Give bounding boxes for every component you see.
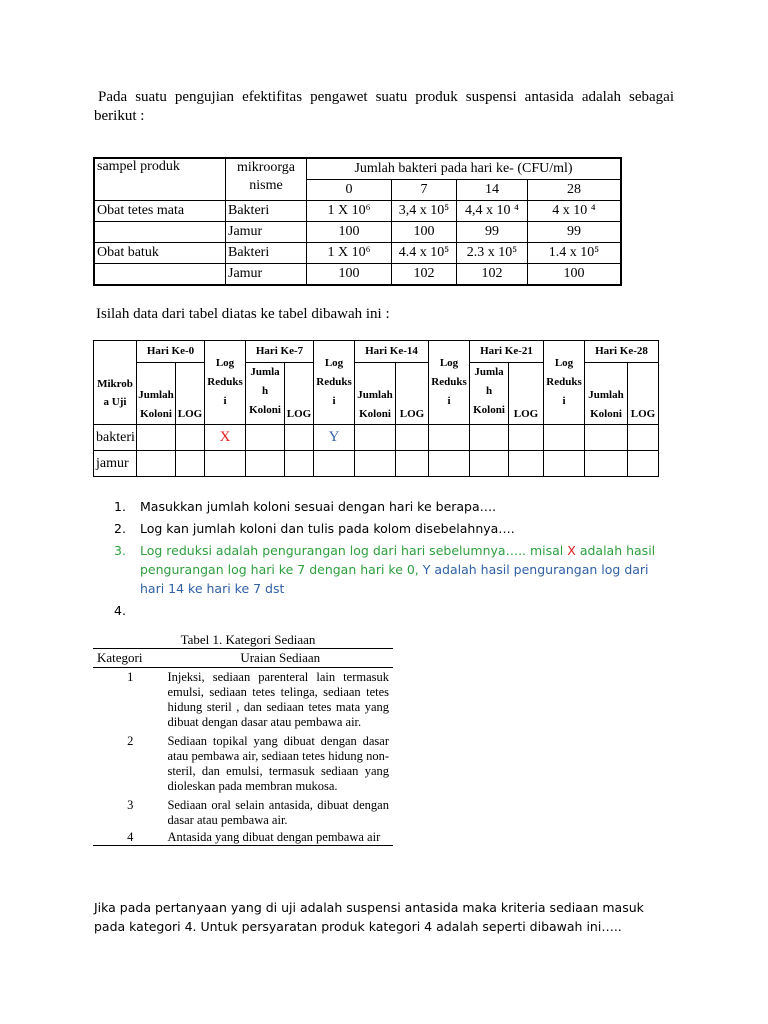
closing-paragraph: Jika pada pertanyaan yang di uji adalah suspensi antasida maka kriteria sediaan masuk pada kategori 4. Untuk persyaratan produk kategori 4 adalah seperti dibawah ini….. (94, 900, 644, 934)
header-log: LOG (628, 363, 659, 425)
kategori-uraian: Injeksi, sediaan parenteral lain termasuk emulsi, sediaan tetes telinga, sediaan tetes hidung steril , dan sediaan tetes mata yang dibuat dengan dasar atau pembawa air. (167, 670, 389, 729)
header-log-reduksi: Log Reduks i (429, 341, 470, 425)
cell[interactable] (285, 451, 314, 477)
table-row (94, 222, 621, 243)
header-log-reduksi: Log Reduks i (205, 341, 246, 425)
header-log: LOG (285, 363, 314, 425)
cell[interactable] (470, 425, 509, 451)
micro-cell: Bakteri (226, 201, 307, 222)
mark-x[interactable]: X (205, 425, 246, 451)
table-row (94, 264, 621, 286)
table-row (93, 828, 393, 846)
header-jumlah-koloni: Jumlah Koloni (355, 363, 396, 425)
col-kategori: Kategori (93, 649, 167, 668)
cell[interactable] (355, 451, 396, 477)
micro-cell: Bakteri (226, 243, 307, 264)
kategori-number: 3 (127, 798, 134, 812)
day-header: 14 (457, 180, 528, 201)
kategori-sediaan-table (93, 632, 393, 846)
micro-cell: Jamur (226, 264, 307, 286)
header-log-reduksi: Log Reduks i (314, 341, 355, 425)
sample-cell (94, 222, 226, 243)
header-days: Jumlah bakteri pada hari ke- (CFU/ml) (307, 158, 622, 180)
table-row (94, 201, 621, 222)
cell[interactable] (470, 451, 509, 477)
step-text: Log kan jumlah koloni dan tulis pada kolom disebelahnya…. (140, 521, 515, 536)
cell[interactable] (396, 451, 429, 477)
value-cell: 1.4 x 10⁵ (528, 243, 622, 264)
cell[interactable] (509, 451, 544, 477)
cell[interactable] (429, 451, 470, 477)
list-number: 4. (114, 603, 126, 618)
kategori-uraian: Antasida yang dibuat dengan pembawa air (167, 828, 393, 846)
value-cell: 3,4 x 10⁵ (392, 201, 457, 222)
step-text: Log reduksi adalah pengurangan log dari hari sebelumnya….. misal (140, 543, 568, 558)
header-log: LOG (176, 363, 205, 425)
day-header: 7 (392, 180, 457, 201)
header-microorganism: mikroorga nisme (226, 158, 307, 201)
day-header: 28 (528, 180, 622, 201)
cell[interactable] (509, 425, 544, 451)
cell[interactable] (544, 451, 585, 477)
header-sample: sampel produk (94, 158, 226, 201)
value-cell: 4.4 x 10⁵ (392, 243, 457, 264)
value-cell: 99 (528, 222, 622, 243)
header-log-reduksi: Log Reduks i (544, 341, 585, 425)
value-cell: 100 (528, 264, 622, 286)
value-cell: 100 (307, 264, 392, 286)
header-day: Hari Ke-7 (246, 341, 314, 363)
cell[interactable] (137, 425, 176, 451)
header-micro: Mikrob a Uji (94, 341, 137, 425)
header-day: Hari Ke-14 (355, 341, 429, 363)
bacteria-count-table (93, 157, 622, 286)
row-label-bakteri: bakteri (94, 425, 137, 451)
cell[interactable] (176, 451, 205, 477)
cell[interactable] (628, 451, 659, 477)
micro-cell: Jamur (226, 222, 307, 243)
log-reduction-worksheet (93, 340, 659, 477)
header-jumlah-koloni: Jumlah Koloni (585, 363, 628, 425)
value-cell: 102 (457, 264, 528, 286)
value-cell: 100 (392, 222, 457, 243)
table-row (93, 668, 393, 731)
value-cell: 99 (457, 222, 528, 243)
cell[interactable] (429, 425, 470, 451)
sample-cell: Obat batuk (94, 243, 226, 264)
value-cell: 2.3 x 10⁵ (457, 243, 528, 264)
row-label-jamur: jamur (94, 451, 137, 477)
list-number: 2. (114, 521, 126, 536)
table-row (94, 425, 659, 451)
table-row (94, 243, 621, 264)
list-number: 3. (114, 543, 126, 558)
cell[interactable] (137, 451, 176, 477)
cell[interactable] (585, 425, 628, 451)
kategori-number: 2 (127, 734, 134, 748)
cell[interactable] (544, 425, 585, 451)
cell[interactable] (355, 425, 396, 451)
header-day: Hari Ke-21 (470, 341, 544, 363)
value-cell: 1 X 10⁶ (307, 201, 392, 222)
table-row (93, 794, 393, 828)
step-text: adalah hasil pengurangan log hari ke 7 dengan hari ke 0, (140, 543, 656, 577)
header-day: Hari Ke-28 (585, 341, 659, 363)
header-log: LOG (509, 363, 544, 425)
cell[interactable] (205, 451, 246, 477)
cell[interactable] (246, 425, 285, 451)
value-cell: 4 x 10 ⁴ (528, 201, 622, 222)
table-row (93, 730, 393, 794)
kategori-number: 1 (127, 670, 134, 684)
list-item (114, 497, 674, 516)
cell[interactable] (285, 425, 314, 451)
header-log: LOG (396, 363, 429, 425)
value-cell: 102 (392, 264, 457, 286)
cell[interactable] (585, 451, 628, 477)
list-item (114, 541, 674, 598)
list-item (114, 519, 674, 538)
header-jumlah-koloni: Jumla h Koloni (470, 363, 509, 425)
step-mark-x: X (567, 543, 576, 558)
kategori-uraian: Sediaan oral selain antasida, dibuat dengan dasar atau pembawa air. (167, 798, 389, 827)
instruction-list (114, 497, 674, 623)
fill-instruction: Isilah data dari tabel diatas ke tabel dibawah ini : (96, 306, 390, 322)
value-cell: 1 X 10⁶ (307, 243, 392, 264)
header-day: Hari Ke-0 (137, 341, 205, 363)
day-header: 0 (307, 180, 392, 201)
cell[interactable] (314, 451, 355, 477)
kategori-title: Tabel 1. Kategori Sediaan (180, 632, 316, 647)
mark-y[interactable]: Y (314, 425, 355, 451)
step-text: Masukkan jumlah koloni sesuai dengan hari ke berapa…. (140, 499, 497, 514)
col-uraian: Uraian Sediaan (167, 649, 393, 668)
sample-cell (94, 264, 226, 286)
header-jumlah-koloni: Jumlah Koloni (137, 363, 176, 425)
intro-paragraph: Pada suatu pengujian efektifitas pengawet suatu produk suspensi antasida adalah sebagai berikut : (94, 89, 674, 124)
step-text-blue: Y adalah hasil pengurangan log dari hari 14 ke hari ke 7 dst (140, 562, 649, 596)
list-number: 1. (114, 499, 126, 514)
value-cell: 100 (307, 222, 392, 243)
cell[interactable] (246, 451, 285, 477)
value-cell: 4,4 x 10 ⁴ (457, 201, 528, 222)
list-item (114, 601, 674, 620)
cell[interactable] (396, 425, 429, 451)
sample-cell: Obat tetes mata (94, 201, 226, 222)
cell[interactable] (176, 425, 205, 451)
kategori-uraian: Sediaan topikal yang dibuat dengan dasar atau pembawa air, sediaan tetes hidung non-steril, dan emulsi, termasuk sediaan yang dioleskan pada membran mukosa. (167, 734, 389, 793)
header-jumlah-koloni: Jumla h Koloni (246, 363, 285, 425)
cell[interactable] (628, 425, 659, 451)
kategori-number: 4 (93, 828, 167, 846)
table-row (94, 451, 659, 477)
